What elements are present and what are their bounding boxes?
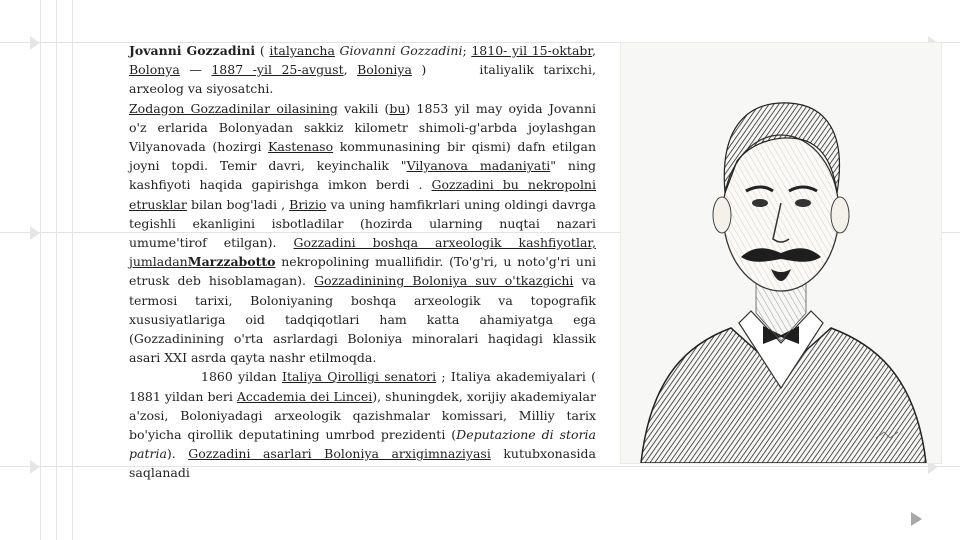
decor-line — [72, 0, 73, 540]
semicolon: ; — [462, 43, 467, 58]
comma: , — [343, 62, 348, 78]
body-text: ) 1853 yil may oyida Jovanni o'z erlarida Bolonyadan sakkiz kilometr shimoli-g'arbda joylashgan Vilyanovada (hozirgi — [129, 100, 596, 155]
link-birth-date[interactable]: 1810- yil 15-oktabr — [471, 43, 593, 58]
intro-description: italiyalik tarixchi, arxeolog va siyosatchi. — [129, 62, 596, 97]
decor-arrow-icon — [30, 226, 40, 240]
link-death-place[interactable]: Boloniya — [357, 62, 412, 78]
body-text: " ning kashfiyoti haqida gapirishga imkon berdi . — [129, 158, 596, 193]
link-brizio[interactable]: Brizio — [289, 196, 327, 212]
link-archive[interactable]: Gozzadini asarlari Boloniya arxigimnaziyasi — [188, 446, 491, 462]
link-senator[interactable]: Italiya Qirolligi senatori — [282, 369, 437, 385]
decor-arrow-icon — [30, 36, 40, 50]
decor-line — [40, 0, 41, 540]
body-text: nekropolining muallifidir. (To'g'ri, u noto'g'ri uni etrusk deb hisoblamagan). — [129, 254, 596, 289]
close-paren: ) — [421, 62, 427, 78]
portrait-image — [620, 42, 942, 464]
open-paren: ( — [259, 43, 265, 58]
body-text: ; Italiya akademiyalari ( 1881 yildan beri — [129, 369, 596, 404]
body-text: vakili ( — [344, 100, 390, 116]
body-text: bilan bog'ladi , — [190, 196, 286, 212]
decor-line — [56, 0, 57, 540]
body-text: kutubxonasida saqlanadi — [129, 446, 596, 481]
paragraph-villanova — [129, 99, 596, 368]
body-text: ). — [166, 446, 176, 462]
link-castenaso[interactable]: Kastenaso — [268, 139, 334, 155]
link-necropolis[interactable]: Gozzadini bu nekropolni etrusklar — [129, 177, 596, 212]
next-slide-arrow-icon[interactable] — [911, 512, 922, 526]
article-text — [129, 41, 596, 483]
decor-arrow-icon — [30, 460, 40, 474]
link-lincei[interactable]: Accademia dei Lincei — [236, 388, 373, 404]
body-text: ), shuningdek, xorijiy akademiyalar a'zosi, Boloniyadagi arxeologik qazishmalar komissari, Milliy tarix bo'yicha qirollik deputatining umrbod prezidenti ( — [129, 388, 596, 443]
subject-name: Jovanni Gozzadini — [129, 43, 256, 58]
link-marzabotto[interactable]: Marzzabotto — [187, 254, 276, 270]
comma: , — [592, 43, 596, 58]
link-aqueduct-research[interactable]: Gozzadinining Boloniya suv o'tkazgichi — [314, 273, 574, 289]
body-text: kommunasining bir qismi) dafn etilgan joyni topdi. Temir davri, keyinchalik " — [129, 139, 596, 174]
link-villanova-culture[interactable]: Vilyanova madaniyati — [406, 158, 551, 174]
link-italian[interactable]: italyancha — [269, 43, 335, 58]
paragraph-senator — [129, 367, 596, 482]
body-text: 1860 yildan — [201, 369, 277, 385]
native-name: Giovanni Gozzadini — [339, 43, 463, 58]
link-discoveries[interactable]: Gozzadini boshqa arxeologik kashfiyotlar, jumladan — [129, 235, 596, 270]
link-gozzadini-family[interactable]: Zodagon Gozzadinilar oilasining — [129, 100, 338, 116]
body-text: va uning hamfikrlari uning oldingi davrga tegishli ekanligini isbotladilar (hozirda ularning nuqtai nazari umume'tirof etilgan). — [129, 196, 596, 251]
link-death-date[interactable]: 1887 -yil 25-avgust — [211, 62, 344, 78]
link-bu[interactable]: bu — [389, 100, 406, 116]
link-birth-place[interactable]: Bolonya — [129, 62, 180, 78]
body-text: va termosi tarixi, Boloniyaning boshqa arxeologik va topografik xususiyatlariga oid tadqiqotlari ham katta ahamiyatga ega (Gozzadinining o'rta asrlardagi Boloniya minoralari haqidagi klassik asari XXI asrda qayta nashr etilmoqda. — [129, 273, 596, 366]
portrait-drawing — [621, 43, 941, 463]
dash: — — [189, 62, 202, 78]
deputazione: Deputazione di storia patria — [129, 427, 596, 462]
paragraph-intro — [129, 41, 596, 99]
